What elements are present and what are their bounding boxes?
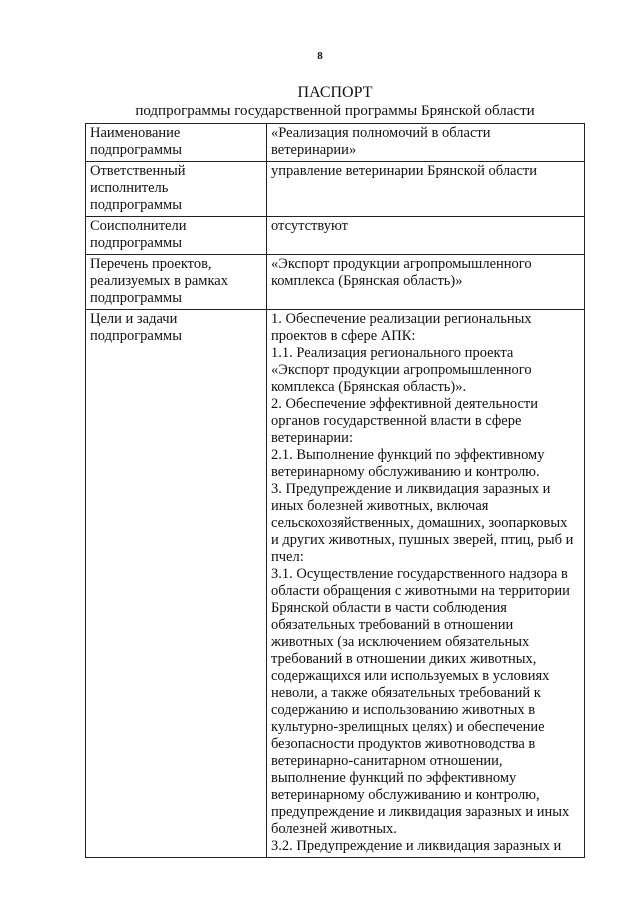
row-value-line: ветеринарии: (271, 430, 353, 446)
row-value-line: ветеринарии» (271, 142, 357, 158)
row-value-line: безопасности продуктов животноводства в (271, 736, 536, 752)
row-value-line: 3.2. Предупреждение и ликвидация заразных и (271, 838, 562, 854)
row-value-line: отсутствуют (271, 218, 348, 234)
row-value-line: культурно-зрелищных целях) и обеспечение (271, 719, 545, 735)
page-number: 8 (317, 50, 323, 62)
row-value-line: требований в отношении диких животных, (271, 651, 537, 667)
row-value-line: неволи, а также обязательных требований к (271, 685, 541, 701)
row-value (267, 217, 585, 255)
row-value-line: болезней животных. (271, 821, 397, 837)
row-value (267, 310, 585, 858)
row-value-line: предупреждение и ликвидация заразных и иных (271, 804, 570, 820)
passport-table (85, 123, 585, 858)
document-title: ПАСПОРТ (297, 84, 373, 101)
row-value-line: «Экспорт продукции агропромышленного (271, 362, 532, 378)
row-label: Ответственный исполнитель подпрограммы (86, 162, 267, 217)
row-value-line: «Реализация полномочий в области (271, 125, 491, 141)
row-value-line: содержащихся или используемых в условиях (271, 668, 550, 684)
row-label: Соисполнители подпрограммы (86, 217, 267, 255)
row-value-line: иных болезней животных, включая (271, 498, 489, 514)
row-value-line: 3.1. Осуществление государственного надзора в (271, 566, 568, 582)
row-value-line: управление ветеринарии Брянской области (271, 163, 538, 179)
row-value-line: 2. Обеспечение эффективной деятельности (271, 396, 539, 412)
row-value-line: ветеринарному обслуживанию и контролю. (271, 464, 540, 480)
row-value-line: комплекса (Брянская область)» (271, 273, 463, 289)
row-value-line: области обращения с животными на территории (271, 583, 570, 599)
passport-row (86, 255, 585, 310)
row-value-line: 1. Обеспечение реализации региональных (271, 311, 532, 327)
passport-row (86, 217, 585, 255)
row-value (267, 124, 585, 162)
row-value (267, 162, 585, 217)
row-value-line: 3. Предупреждение и ликвидация заразных и (271, 481, 551, 497)
row-value-line: животных (за исключением обязательных (271, 634, 530, 650)
row-value-line: и других животных, пушных зверей, птиц, рыб и (271, 532, 574, 548)
row-value-line: комплекса (Брянская область)». (271, 379, 467, 395)
row-value-line: проектов в сфере АПК: (271, 328, 416, 344)
row-label: Перечень проектов, реализуемых в рамках подпрограммы (86, 255, 267, 310)
row-label: Цели и задачи подпрограммы (86, 310, 267, 858)
row-value-line: пчел: (271, 549, 304, 565)
row-value-line: сельскохозяйственных, домашних, зоопарковых (271, 515, 568, 531)
row-value-line: органов государственной власти в сфере (271, 413, 522, 429)
document-subtitle: подпрограммы государственной программы Брянской области (135, 103, 535, 119)
row-value (267, 255, 585, 310)
row-value-line: ветеринарно-санитарном отношении, (271, 753, 503, 769)
passport-row (86, 310, 585, 858)
passport-row (86, 124, 585, 162)
passport-row (86, 162, 585, 217)
row-value-line: 2.1. Выполнение функций по эффективному (271, 447, 545, 463)
row-value-line: выполнение функций по эффективному (271, 770, 517, 786)
row-value-line: обязательных требований в отношении (271, 617, 514, 633)
row-label: Наименование подпрограммы (86, 124, 267, 162)
row-value-line: 1.1. Реализация регионального проекта (271, 345, 514, 361)
row-value-line: ветеринарному обслуживанию и контролю, (271, 787, 540, 803)
row-value-line: содержанию и использованию животных в (271, 702, 536, 718)
passport-table-body (86, 124, 585, 858)
row-value-line: Брянской области в части соблюдения (271, 600, 507, 616)
row-value-line: «Экспорт продукции агропромышленного (271, 256, 532, 272)
